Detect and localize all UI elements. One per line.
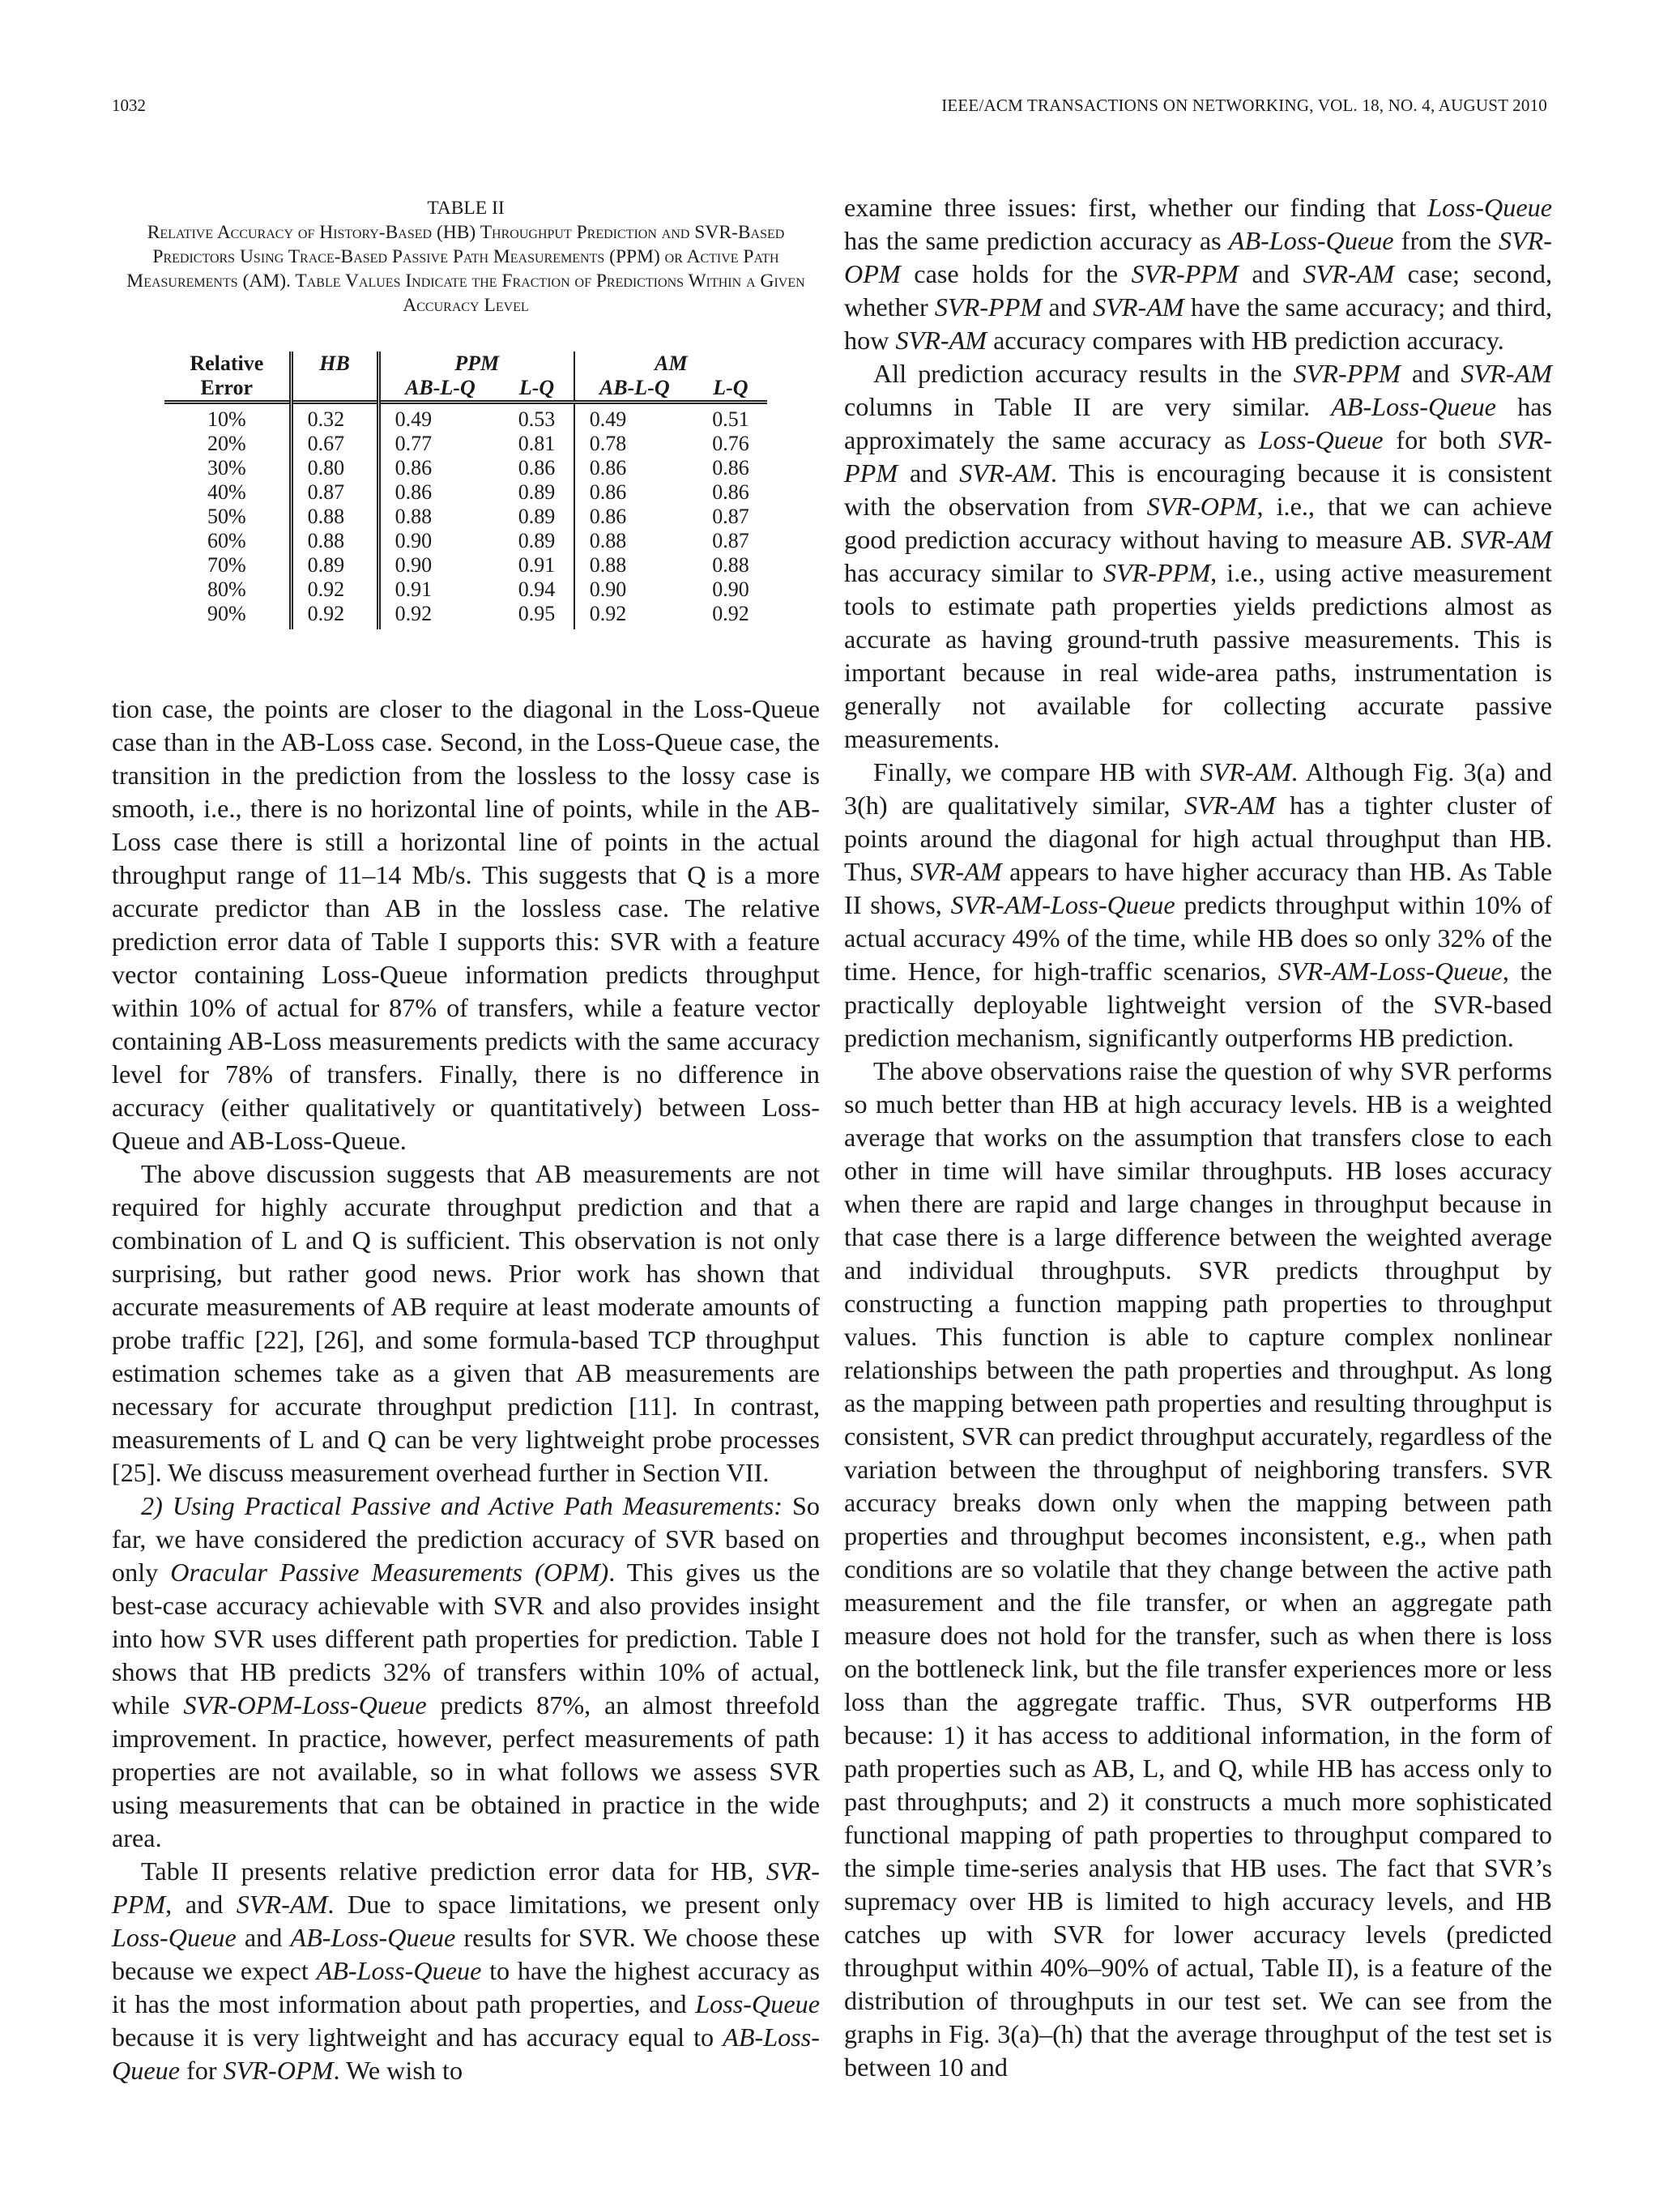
cell-ppm-lq: 0.53	[500, 403, 574, 433]
cell-error: 80%	[164, 578, 291, 602]
table-row	[164, 529, 767, 553]
cell-ppm-ablq: 0.88	[394, 505, 433, 528]
col-header-ppm: PPM	[378, 352, 574, 376]
cell-error: 90%	[164, 602, 291, 629]
paragraph: The above observations raise the question of why SVR performs so much better than HB at high accuracy levels. HB is a weighted average that works on the assumption that transfers close to each other in time will have similar throughputs. HB loses accuracy when there are rapid and large changes in throughput because in that case there is a large difference between the weighted average and individual throughputs. SVR predicts throughput by constructing a function mapping path properties to throughput values. This function is able to capture complex nonlinear relationships between the path properties and throughput. As long as the mapping between path properties and resulting throughput is consistent, SVR can predict throughput accurately, regardless of the variation between the throughput of neighboring transfers. SVR accuracy breaks down only when the mapping between path properties and throughput becomes inconsistent, e.g., when path conditions are so volatile that they change between the active path measurement and the file transfer, or when an aggregate path measure does not hold for the transfer, such as when there is loss on the bottleneck link, but the file transfer experiences more or less loss than the aggregate traffic. Thus, SVR outperforms HB because: 1) it has access to additional information, in the form of path properties such as AB, L, and Q, while HB has access only to past throughputs; and 2) it constructs a much more sophisticated functional mapping of path properties to throughput compared to the simple time-series analysis that HB uses. The fact that SVR’s supremacy over HB is limited to high accuracy levels, and HB catches up with SVR for lower accuracy levels (predicted throughput within 40%–90% of actual, Table II), is a feature of the distribution of throughputs in our test set. We can see from the graphs in Fig. 3(a)–(h) that the average throughput of the test set is between 10 and	[844, 1056, 1552, 2082]
cell-ppm-ablq: 0.77	[394, 432, 433, 455]
table-number: TABLE II	[427, 198, 505, 219]
cell-error: 30%	[164, 456, 291, 480]
cell-ppm-ablq: 0.86	[394, 480, 433, 504]
cell-ppm-ablq: 0.86	[394, 456, 433, 479]
cell-am-lq: 0.90	[712, 578, 749, 601]
table-row	[164, 578, 767, 602]
right-column	[844, 191, 1552, 2084]
cell-error: 70%	[164, 553, 291, 578]
cell-am-lq: 0.51	[712, 407, 749, 431]
table-title: Relative Accuracy of History-Based (HB) Throughput Prediction and SVR-Based Predictors Using Trace-Based Passive Path Measurements (PPM) or Active Path Measurements (AM). Table Values Indicate the Fraction of Predictions Within a Given Accuracy Level	[126, 222, 805, 316]
cell-am-lq: 0.88	[712, 553, 749, 577]
cell-hb: 0.92	[291, 602, 378, 629]
table-row	[164, 403, 767, 433]
paragraph: The above discussion suggests that AB measurements are not required for highly accurate throughput prediction and that a combination of L and Q is sufficient. This observation is not only surprising, but rather good news. Prior work has shown that accurate measurements of AB require at least moderate amounts of probe traffic [22], [26], and some formula-based TCP throughput estimation schemes take as a given that AB measurements are necessary for accurate throughput prediction [11]. In contrast, measurements of L and Q can be very lightweight probe processes [25]. We discuss measurement overhead further in Section VII.	[112, 1159, 820, 1487]
cell-am-ablq: 0.90	[589, 578, 627, 601]
paragraph: examine three issues: first, whether our finding that Loss-Queue has the same prediction accuracy as AB-Loss-Queue from the SVR-OPM case holds for the SVR-PPM and SVR-AM case; second, whether SVR-PPM and SVR-AM have the same accuracy; and third, how SVR-AM accuracy compares with HB prediction accuracy.	[844, 193, 1553, 355]
cell-ppm-lq: 0.86	[500, 456, 574, 480]
table-body	[164, 403, 767, 630]
cell-ppm-lq: 0.91	[500, 553, 574, 578]
table-row	[164, 480, 767, 505]
cell-ppm-ablq: 0.90	[394, 529, 433, 552]
cell-hb: 0.32	[291, 403, 378, 433]
cell-am-lq: 0.86	[712, 456, 749, 479]
cell-ppm-ablq: 0.92	[394, 602, 433, 625]
table-row	[164, 602, 767, 629]
cell-hb: 0.87	[291, 480, 378, 505]
cell-am-ablq: 0.92	[589, 602, 627, 625]
cell-am-lq: 0.87	[712, 529, 749, 552]
cell-ppm-ablq: 0.91	[394, 578, 433, 601]
cell-am-ablq: 0.88	[589, 553, 627, 577]
cell-error: 50%	[164, 505, 291, 529]
cell-hb: 0.80	[291, 456, 378, 480]
cell-am-ablq: 0.88	[589, 529, 627, 552]
cell-error: 40%	[164, 480, 291, 505]
cell-ppm-ablq: 0.49	[394, 407, 433, 431]
cell-am-lq: 0.92	[712, 602, 749, 625]
cell-am-ablq: 0.86	[589, 505, 627, 528]
paragraph: Table II presents relative prediction error data for HB, SVR-PPM, and SVR-AM. Due to space limitations, we present only Loss-Queue and AB-Loss-Queue results for SVR. We choose these because we expect AB-Loss-Queue to have the highest accuracy as it has the most information about path properties, and Loss-Queue because it is very lightweight and has accuracy equal to AB-Loss-Queue for SVR-OPM. We wish to	[112, 1856, 820, 2085]
paragraph: tion case, the points are closer to the diagonal in the Loss-Queue case than in the AB-Loss case. Second, in the Loss-Queue case, the transition in the prediction from the lossless to the lossy case is smooth, i.e., there is no horizontal line of points, while in the AB-Loss case there is still a horizontal line of points in the actual throughput range of 11–14 Mb/s. This suggests that Q is a more accurate predictor than AB in the lossless case. The relative prediction error data of Table I supports this: SVR with a feature vector containing Loss-Queue information predicts throughput within 10% of actual for 87% of transfers, while a feature vector containing AB-Loss measurements predicts with the same accuracy level for 78% of transfers. Finally, there is no difference in accuracy (either qualitatively or quantitatively) between Loss-Queue and AB-Loss-Queue.	[112, 694, 820, 1155]
cell-ppm-lq: 0.89	[500, 480, 574, 505]
cell-hb: 0.89	[291, 553, 378, 578]
col-header-hb: HB	[291, 352, 378, 376]
cell-hb: 0.67	[291, 432, 378, 456]
table-caption	[112, 196, 820, 318]
cell-ppm-lq: 0.89	[500, 529, 574, 553]
page-header	[112, 96, 1547, 120]
cell-hb: 0.92	[291, 578, 378, 602]
col-subheader-ppm-ablq: AB-L-Q	[405, 376, 476, 399]
cell-ppm-lq: 0.95	[500, 602, 574, 629]
cell-am-ablq: 0.78	[589, 432, 627, 455]
cell-ppm-lq: 0.94	[500, 578, 574, 602]
cell-am-lq: 0.86	[712, 480, 749, 504]
table-row	[164, 505, 767, 529]
cell-am-ablq: 0.49	[589, 407, 627, 431]
cell-ppm-ablq: 0.90	[394, 553, 433, 577]
page-number: 1032	[112, 96, 146, 115]
cell-ppm-lq: 0.89	[500, 505, 574, 529]
cell-error: 20%	[164, 432, 291, 456]
accuracy-table	[164, 352, 767, 629]
table-row	[164, 553, 767, 578]
cell-error: 60%	[164, 529, 291, 553]
col-header-hb-blank	[291, 376, 378, 403]
col-subheader-ppm-lq: L-Q	[500, 376, 574, 403]
paragraph: 2) Using Practical Passive and Active Path Measurements: So far, we have considered the prediction accuracy of SVR based on only Oracular Passive Measurements (OPM). This gives us the best-case accuracy achievable with SVR and also provides insight into how SVR uses different path properties for prediction. Table I shows that HB predicts 32% of transfers within 10% of actual, while SVR-OPM-Loss-Queue predicts 87%, an almost threefold improvement. In practice, however, perfect measurements of path properties are not available, so in what follows we assess SVR using measurements that can be obtained in practice in the wide area.	[112, 1491, 821, 1852]
cell-am-ablq: 0.86	[589, 456, 627, 479]
journal-running-head: IEEE/ACM TRANSACTIONS ON NETWORKING, VOL. 18, NO. 4, AUGUST 2010	[941, 96, 1547, 115]
table-row	[164, 456, 767, 480]
cell-ppm-lq: 0.81	[500, 432, 574, 456]
paragraph: Finally, we compare HB with SVR-AM. Although Fig. 3(a) and 3(h) are qualitatively similar, SVR-AM has a tighter cluster of points around the diagonal for high actual throughput than HB. Thus, SVR-AM appears to have higher accuracy than HB. As Table II shows, SVR-AM-Loss-Queue predicts throughput within 10% of actual accuracy 49% of the time, while HB does so only 32% of the time. Hence, for high-traffic scenarios, SVR-AM-Loss-Queue, the practically deployable lightweight version of the SVR-based prediction mechanism, significantly outperforms HB prediction.	[844, 757, 1552, 1052]
cell-am-ablq: 0.86	[589, 480, 627, 504]
cell-am-lq: 0.76	[712, 432, 749, 455]
table-row	[164, 432, 767, 456]
cell-hb: 0.88	[291, 529, 378, 553]
cell-am-lq: 0.87	[712, 505, 749, 528]
cell-error: 10%	[164, 403, 291, 433]
col-header-relative-error: Relative Error	[164, 352, 291, 403]
col-subheader-am-lq: L-Q	[713, 376, 748, 399]
subsection-heading: 2) Using Practical Passive and Active Path Measurements:	[141, 1491, 783, 1520]
cell-hb: 0.88	[291, 505, 378, 529]
left-column	[112, 191, 820, 2087]
paragraph: All prediction accuracy results in the SVR-PPM and SVR-AM columns in Table II are very similar. AB-Loss-Queue has approximately the same accuracy as Loss-Queue for both SVR-PPM and SVR-AM. This is encouraging because it is consistent with the observation from SVR-OPM, i.e., that we can achieve good prediction accuracy without having to measure AB. SVR-AM has accuracy similar to SVR-PPM, i.e., using active measurement tools to estimate path properties yields predictions almost as accurate as having ground-truth passive measurements. This is important because in real wide-area paths, instrumentation is generally not available for collecting accurate passive measurements.	[844, 359, 1553, 753]
col-header-am: AM	[655, 352, 688, 375]
col-subheader-am-ablq: AB-L-Q	[599, 376, 670, 399]
